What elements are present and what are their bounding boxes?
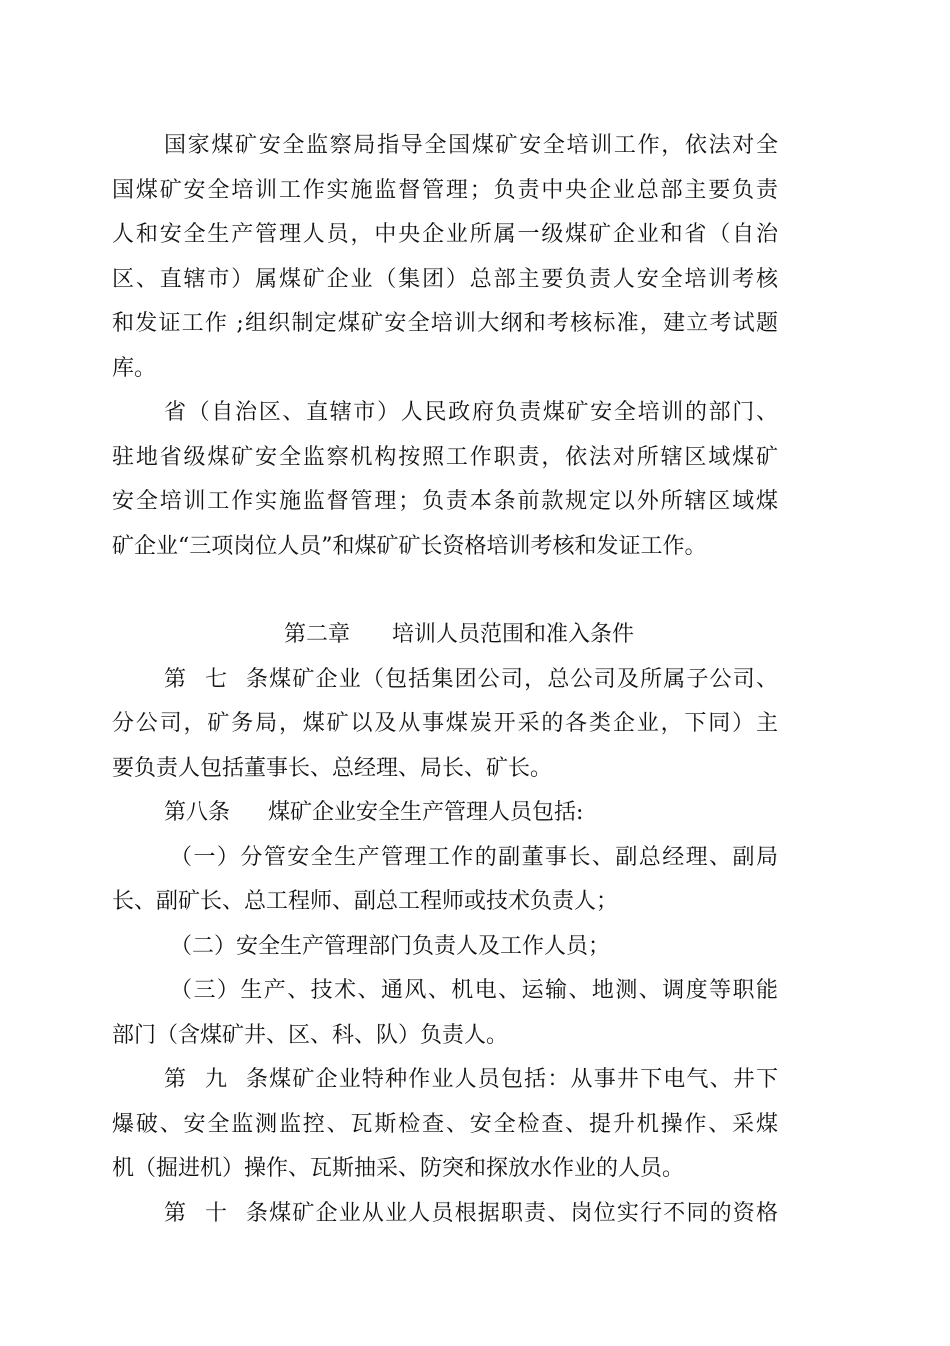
text-line: 分公司，矿务局，煤矿以及从事煤炭开采的各类企业，下同）主 [112,711,778,736]
document-page [112,124,778,1236]
text-line: （一）分管安全生产管理工作的副董事长、副总经理、副局 [170,844,778,870]
section-gap [112,569,778,613]
text-line: 人和安全生产管理人员，中央企业所属一级煤矿企业和省（自治 [112,222,778,247]
text-line: 驻地省级煤矿安全监察机构按照工作职责，依法对所辖区域煤矿 [112,444,778,470]
text-line: 区、直辖市）属煤矿企业（集团）总部主要负责人安全培训考核 [112,266,778,292]
text-line: 省（自治区、直辖市）人民政府负责煤矿安全培训的部门、 [164,400,778,425]
paragraph-provincial [112,391,778,569]
chapter-heading [112,613,778,658]
chapter-number: 第二章 [284,622,351,647]
text-line: 库。 [112,355,157,381]
text-line: 安全培训工作实施监督管理；负责本条前款规定以外所辖区域煤 [112,489,778,514]
text-line: （二）安全生产管理部门负责人及工作人员； [170,933,611,959]
article-number: 第十条 [164,1200,268,1226]
list-item [112,925,778,970]
article-7 [112,658,778,792]
article-9 [112,1058,778,1192]
article-number: 第七条 [164,666,268,692]
text-line: 要负责人包括董事长、总经理、局长、矿长。 [112,755,553,781]
text-line: 矿企业“三项岗位人员”和煤矿矿长资格培训考核和发证工作。 [112,533,707,559]
text-line: 机（掘进机）操作、瓦斯抽采、防突和探放水作业的人员。 [112,1156,685,1181]
article-10 [112,1192,778,1237]
list-item [112,969,778,1058]
text-line: 国家煤矿安全监察局指导全国煤矿安全培训工作，依法对全 [164,133,778,158]
article-text: 煤矿企业（包括集团公司，总公司及所属子公司、 [268,666,778,692]
list-item [112,836,778,925]
article-first-line [112,1192,778,1237]
article-first-line [112,658,778,703]
article-first-line [112,1058,778,1103]
text-line: （三）生产、技术、通风、机电、运输、地测、调度等职能 [170,978,778,1003]
text-line: 长、副矿长、总工程师、副总工程师或技术负责人； [112,889,619,914]
article-first-line [112,791,778,836]
article-number: 第九条 [164,1067,268,1092]
text-line: 国煤矿安全培训工作实施监督管理；负责中央企业总部主要负责 [112,177,778,203]
text-line: 和发证工作 ;组织制定煤矿安全培训大纲和考核标准，建立考试题 [112,311,778,336]
article-text: 煤矿企业特种作业人员包括：从事井下电气、井下 [268,1067,778,1092]
article-8 [112,791,778,836]
article-text: 煤矿企业安全生产管理人员包括: [268,800,584,825]
article-text: 煤矿企业从业人员根据职责、岗位实行不同的资格 [268,1200,778,1226]
article-number: 第八条 [164,800,231,825]
paragraph-national-bureau [112,124,778,391]
text-line: 爆破、安全监测监控、瓦斯检查、安全检查、提升机操作、采煤 [112,1111,778,1137]
chapter-title: 培训人员范围和准入条件 [391,622,634,647]
text-line: 部门（含煤矿井、区、科、队）负责人。 [112,1022,509,1048]
